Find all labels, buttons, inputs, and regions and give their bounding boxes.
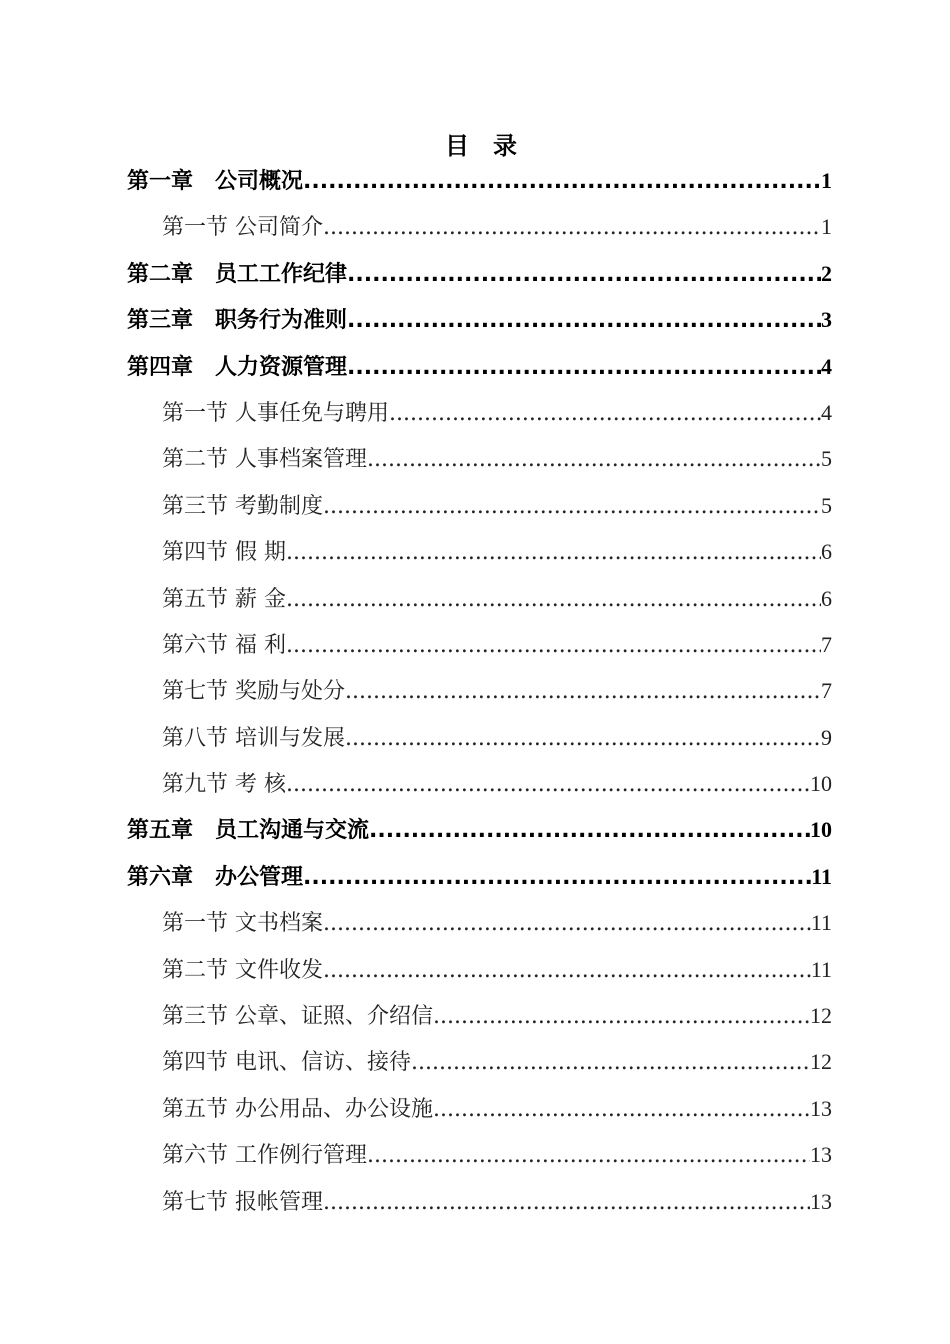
- toc-chapter-entry[interactable]: [127, 854, 832, 900]
- dot-leader: [323, 484, 821, 529]
- toc-entry-page-number: 7: [821, 631, 832, 657]
- toc-entry-page-number: 6: [821, 539, 832, 565]
- toc-entry-page-number: 11: [810, 910, 832, 936]
- toc-entry-label: 第四节 假 期: [162, 540, 286, 566]
- dot-leader: [433, 994, 810, 1039]
- dot-leader: [367, 1133, 810, 1178]
- toc-section-entry[interactable]: [127, 1086, 832, 1132]
- toc-entry-page-number: 13: [810, 1188, 832, 1214]
- dot-leader: [286, 577, 821, 622]
- toc-entry-page-number: 13: [810, 1095, 832, 1121]
- toc-section-entry[interactable]: [127, 761, 832, 807]
- toc-section-entry[interactable]: [127, 900, 832, 946]
- toc-entry-label: 第六章 办公管理: [127, 864, 304, 890]
- toc-entry-label: 第一节 人事任免与聘用: [162, 400, 389, 426]
- toc-chapter-entry[interactable]: [127, 251, 832, 297]
- dot-leader: [323, 948, 811, 993]
- toc-entry-page-number: 10: [810, 817, 832, 843]
- toc-chapter-entry[interactable]: [127, 344, 832, 390]
- dot-leader: [286, 623, 821, 668]
- toc-entry-label: 第二节 文件收发: [162, 957, 323, 983]
- toc-entry-label: 第三章 职务行为准则: [127, 308, 348, 334]
- toc-entry-label: 第一章 公司概况: [127, 169, 304, 194]
- toc-section-entry[interactable]: [127, 1039, 832, 1085]
- toc-section-entry[interactable]: [127, 529, 832, 575]
- toc-entry-page-number: 11: [810, 956, 832, 982]
- toc-section-entry[interactable]: [127, 576, 832, 622]
- toc-section-entry[interactable]: [127, 390, 832, 436]
- toc-entry-label: 第一节 公司简介: [162, 215, 323, 241]
- dot-leader: [323, 901, 811, 946]
- toc-section-entry[interactable]: [127, 947, 832, 993]
- toc-section-entry[interactable]: [127, 715, 832, 761]
- toc-entry-label: 第七节 奖励与处分: [162, 679, 345, 705]
- toc-chapter-entry[interactable]: [127, 807, 832, 853]
- toc-entry-page-number: 4: [821, 399, 832, 425]
- toc-section-entry[interactable]: [127, 1132, 832, 1178]
- toc-entry-page-number: 1: [821, 214, 832, 240]
- toc-entry-page-number: 6: [821, 585, 832, 611]
- toc-chapter-entry[interactable]: [127, 297, 832, 343]
- dot-leader: [389, 391, 821, 436]
- dot-leader: [323, 1180, 810, 1225]
- toc-entry-label: 第九节 考 核: [162, 772, 286, 798]
- toc-entry-label: 第八节 培训与发展: [162, 725, 345, 751]
- toc-section-entry[interactable]: [127, 436, 832, 482]
- toc-entry-label: 第五章 员工沟通与交流: [127, 818, 370, 844]
- toc-entry-page-number: 11: [811, 863, 832, 889]
- dot-leader: [347, 298, 821, 343]
- toc-entry-label: 第七节 报帐管理: [162, 1189, 323, 1215]
- toc-entry-label: 第三节 公章、证照、介绍信: [162, 1004, 433, 1030]
- dot-leader: [367, 437, 821, 482]
- toc-entry-page-number: 5: [821, 446, 832, 472]
- dot-leader: [286, 530, 821, 575]
- toc-chapter-entry[interactable]: [127, 158, 832, 204]
- dot-leader: [433, 1087, 810, 1132]
- toc-entry-page-number: 7: [821, 678, 832, 704]
- toc-entry-page-number: 12: [810, 1049, 832, 1075]
- dot-leader: [345, 669, 821, 714]
- toc-entry-label: 第四章 人力资源管理: [127, 354, 348, 380]
- toc-entry-page-number: 3: [821, 307, 832, 333]
- toc-entry-label: 第三节 考勤制度: [162, 493, 323, 519]
- toc-section-entry[interactable]: [127, 483, 832, 529]
- dot-leader: [347, 345, 821, 390]
- dot-leader: [411, 1040, 810, 1085]
- toc-entry-label: 第六节 工作例行管理: [162, 1143, 367, 1169]
- toc-entry-page-number: 9: [821, 724, 832, 750]
- toc-section-entry[interactable]: [127, 993, 832, 1039]
- dot-leader: [347, 252, 821, 297]
- toc-section-entry[interactable]: [127, 668, 832, 714]
- toc-entry-label: 第五节 办公用品、办公设施: [162, 1096, 433, 1122]
- dot-leader: [323, 205, 821, 250]
- toc-entry-label: 第二节 人事档案管理: [162, 447, 367, 473]
- toc-entry-page-number: 2: [821, 260, 832, 286]
- toc-section-entry[interactable]: [127, 622, 832, 668]
- toc-entry-page-number: 13: [810, 1142, 832, 1168]
- dot-leader: [303, 855, 811, 900]
- dot-leader: [303, 159, 821, 204]
- toc-entry-page-number: 4: [821, 353, 832, 379]
- toc-entry-page-number: 1: [821, 168, 832, 193]
- toc-entry-label: 第五节 薪 金: [162, 586, 286, 612]
- toc-entry-label: 第六节 福 利: [162, 632, 286, 658]
- toc-entry-label: 第二章 员工工作纪律: [127, 261, 348, 287]
- dot-leader: [286, 762, 810, 807]
- toc-entry-page-number: 5: [821, 492, 832, 518]
- toc-title: 目 录: [445, 132, 517, 160]
- table-of-contents: [127, 158, 832, 1225]
- dot-leader: [345, 716, 821, 761]
- toc-entry-label: 第一节 文书档案: [162, 911, 323, 937]
- dot-leader: [369, 808, 810, 853]
- toc-entry-label: 第四节 电讯、信访、接待: [162, 1050, 411, 1076]
- toc-section-entry[interactable]: [127, 1179, 832, 1225]
- toc-section-entry[interactable]: [127, 204, 832, 250]
- toc-entry-page-number: 10: [810, 771, 832, 797]
- toc-entry-page-number: 12: [810, 1003, 832, 1029]
